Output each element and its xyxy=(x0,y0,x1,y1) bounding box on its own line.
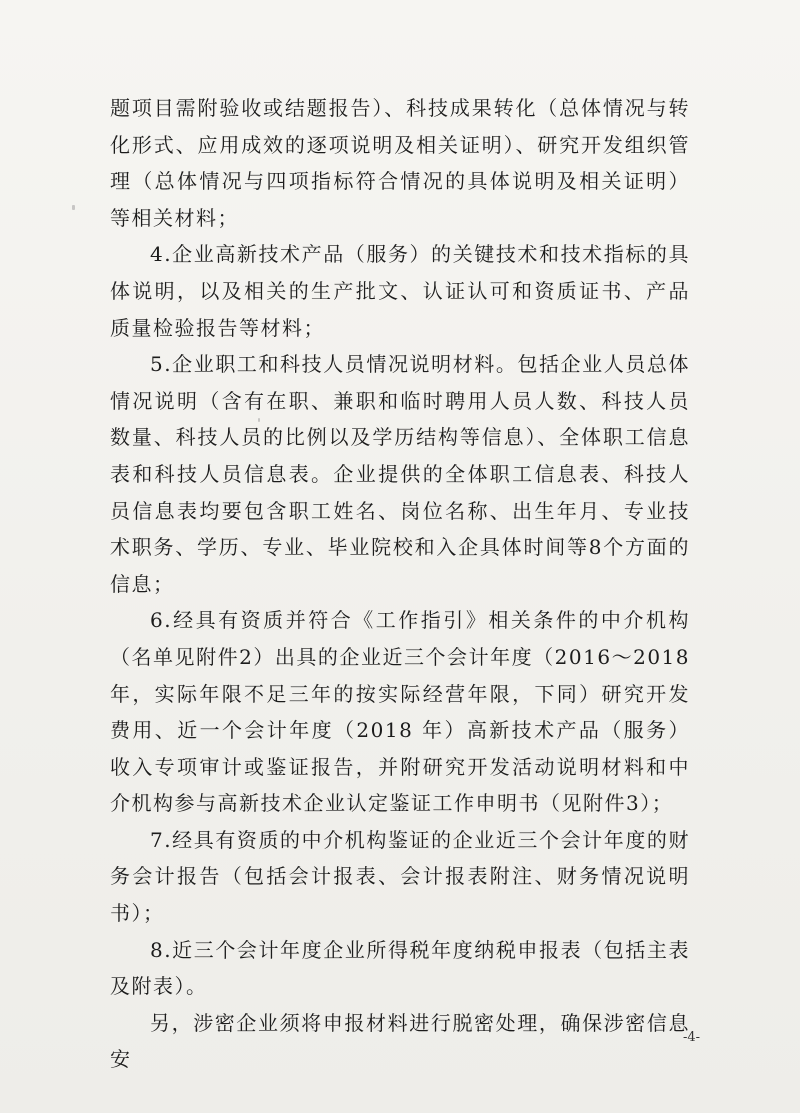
document-body xyxy=(110,90,690,1078)
paragraph-note: 另，涉密企业须将申报材料进行脱密处理，确保涉密信息安 xyxy=(110,1010,690,1072)
page-number: -4- xyxy=(682,1030,700,1045)
paragraph-item-6: 6.经具有资质并符合《工作指引》相关条件的中介机构（名单见附件2）出具的企业近三个会计年度（2016～2018年，实际年限不足三年的按实际经营年限，下同）研究开发费用、近一个会计年度（2018 年）高新技术产品（服务）收入专项审计或鉴证报告，并附研究开发活动说明材料和中介机构参与高新技术企业认定鉴证工作申明书（见附件3）； xyxy=(110,608,690,816)
paragraph-item-8: 8.近三个会计年度企业所得税年度纳税申报表（包括主表及附表）。 xyxy=(110,937,690,999)
paragraph-continuation: 题项目需附验收或结题报告）、科技成果转化（总体情况与转化形式、应用成效的逐项说明及相关证明）、研究开发组织管理（总体情况与四项指标符合情况的具体说明及相关证明）等相关材料； xyxy=(110,96,690,230)
paragraph-item-4: 4.企业高新技术产品（服务）的关键技术和技术指标的具体说明，以及相关的生产批文、认证认可和资质证书、产品质量检验报告等材料； xyxy=(110,242,690,340)
paragraph-item-7: 7.经具有资质的中介机构鉴证的企业近三个会计年度的财务会计报告（包括会计报表、会计报表附注、财务情况说明书）； xyxy=(110,827,690,926)
paragraph-item-5: 5.企业职工和科技人员情况说明材料。包括企业人员总体情况说明（含有在职、兼职和临时聘用人员人数、科技人员数量、科技人员的比例以及学历结构等信息）、全体职工信息表和科技人员信息表。企业提供的全体职工信息表、科技人员信息表均要包含职工姓名、岗位名称、出生年月、专业技术职务、学历、专业、毕业院校和入企具体时间等8个方面的信息； xyxy=(110,352,690,596)
scan-speck xyxy=(72,205,75,210)
